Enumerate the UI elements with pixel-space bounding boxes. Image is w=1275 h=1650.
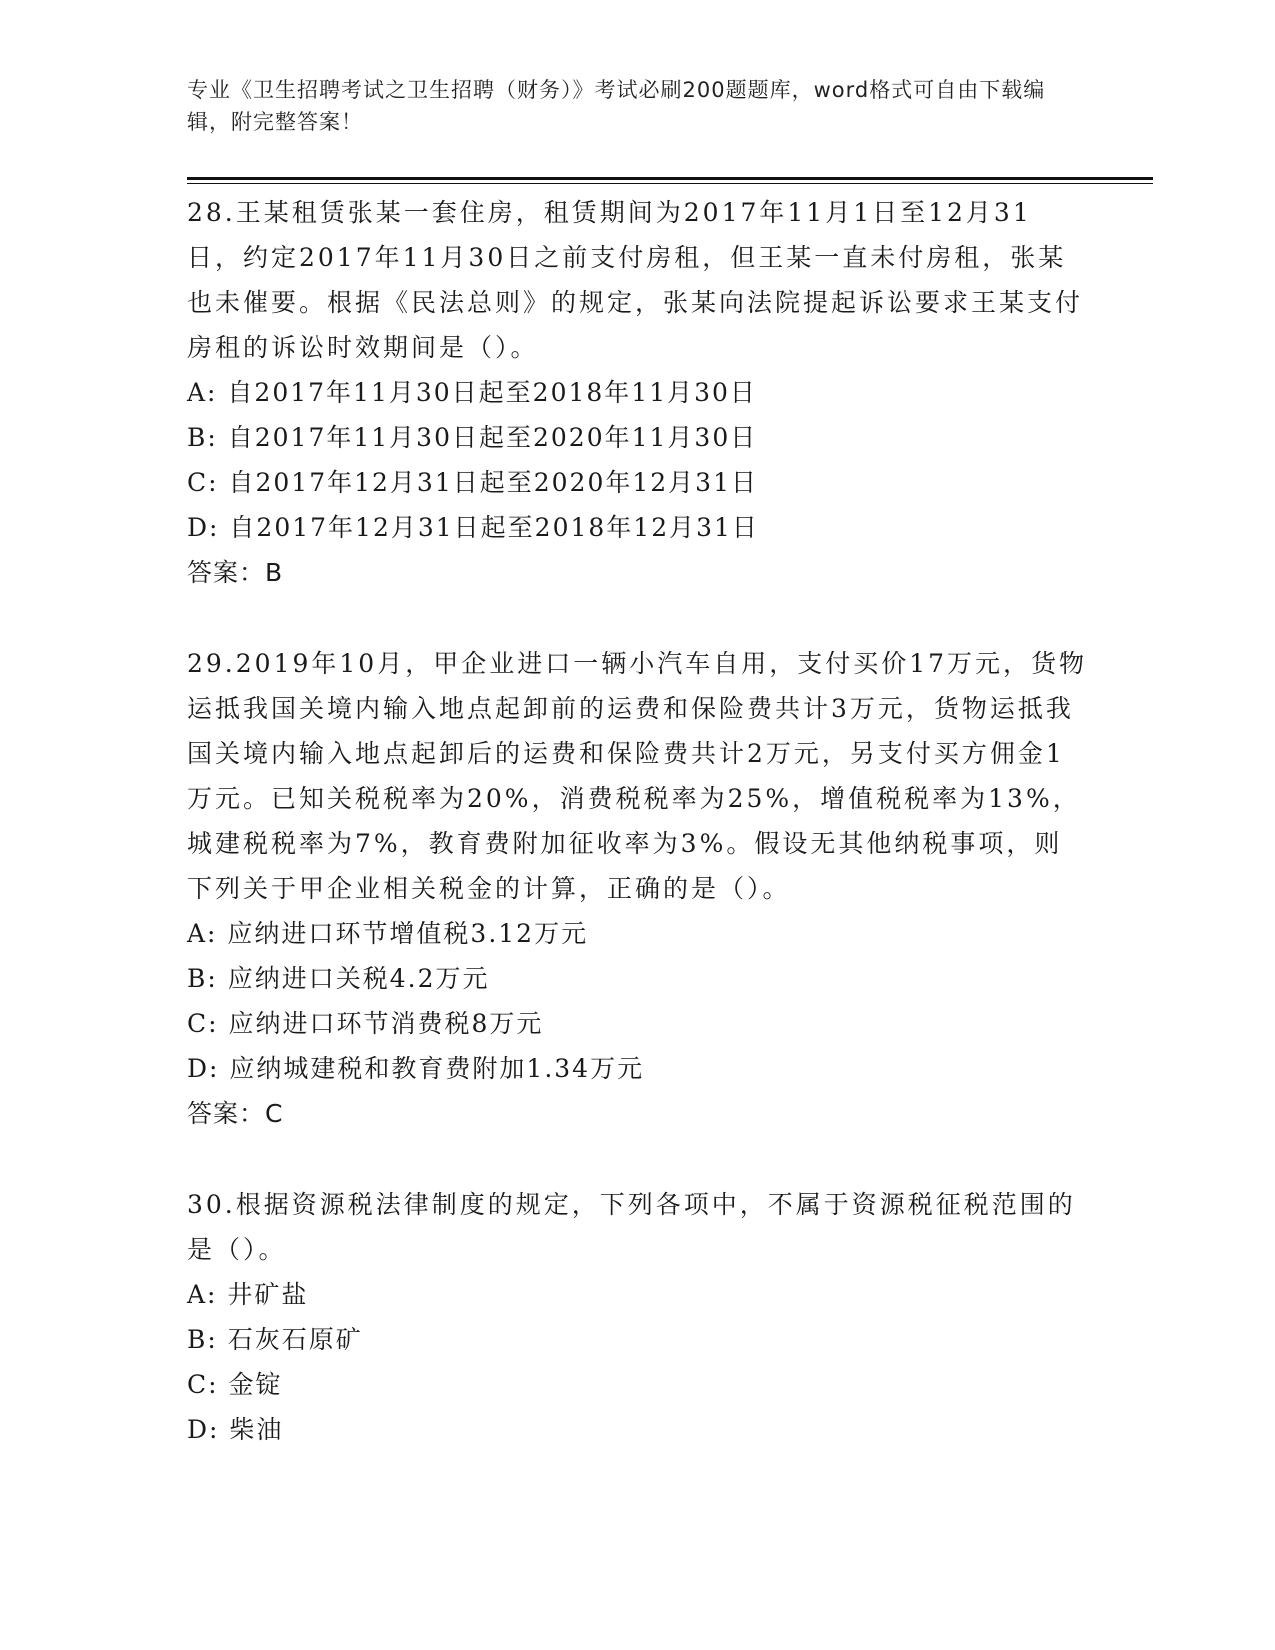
spacer [187,1136,1087,1182]
option-c: C: 自2017年12月31日起至2020年12月31日 [187,468,758,497]
spacer [187,595,1087,641]
option-a: A: 应纳进口环节增值税3.12万元 [187,919,589,948]
option-b: B: 应纳进口关税4.2万元 [187,964,490,993]
question-30 [187,1182,1087,1452]
answer: 答案：C [187,1099,284,1128]
option-a: A: 自2017年11月30日起至2018年11月30日 [187,378,757,407]
header-rule-thick [187,177,1153,180]
option-b: B: 石灰石原矿 [187,1325,363,1354]
option-b: B: 自2017年11月30日起至2020年11月30日 [187,423,758,452]
option-d: D: 柴油 [187,1415,284,1444]
question-list [187,190,1087,1452]
question-text: 28.王某租赁张某一套住房，租赁期间为2017年11月1日至12月31日，约定2017年11月30日之前支付房租，但王某一直未付房租，张某也未催要。根据《民法总则》的规定，张某向法院提起诉讼要求王某支付房租的诉讼时效期间是（）。 [187,198,1084,362]
question-29 [187,641,1087,1136]
option-d: D: 自2017年12月31日起至2018年12月31日 [187,513,759,542]
option-a: A: 井矿盐 [187,1280,309,1309]
option-d: D: 应纳城建税和教育费附加1.34万元 [187,1054,645,1083]
question-text: 30.根据资源税法律制度的规定，下列各项中，不属于资源税征税范围的是（）。 [187,1190,1076,1264]
question-28 [187,190,1087,595]
option-c: C: 应纳进口环节消费税8万元 [187,1009,544,1038]
document-header: 专业《卫生招聘考试之卫生招聘（财务）》考试必刷200题题库，word格式可自由下载编辑，附完整答案！ [187,78,1046,134]
header-rule-thin [187,183,1153,184]
answer: 答案：B [187,558,284,587]
question-text: 29.2019年10月，甲企业进口一辆小汽车自用，支付买价17万元，货物运抵我国关境内输入地点起卸前的运费和保险费共计3万元，货物运抵我国关境内输入地点起卸后的运费和保险费共计2万元，另支付买方佣金1万元。已知关税税率为20%，消费税税率为25%，增值税税率为13%，城建税税率为7%，教育费附加征收率为3%。假设无其他纳税事项，则下列关于甲企业相关税金的计算，正确的是（）。 [187,649,1088,903]
option-c: C: 金锭 [187,1370,283,1399]
